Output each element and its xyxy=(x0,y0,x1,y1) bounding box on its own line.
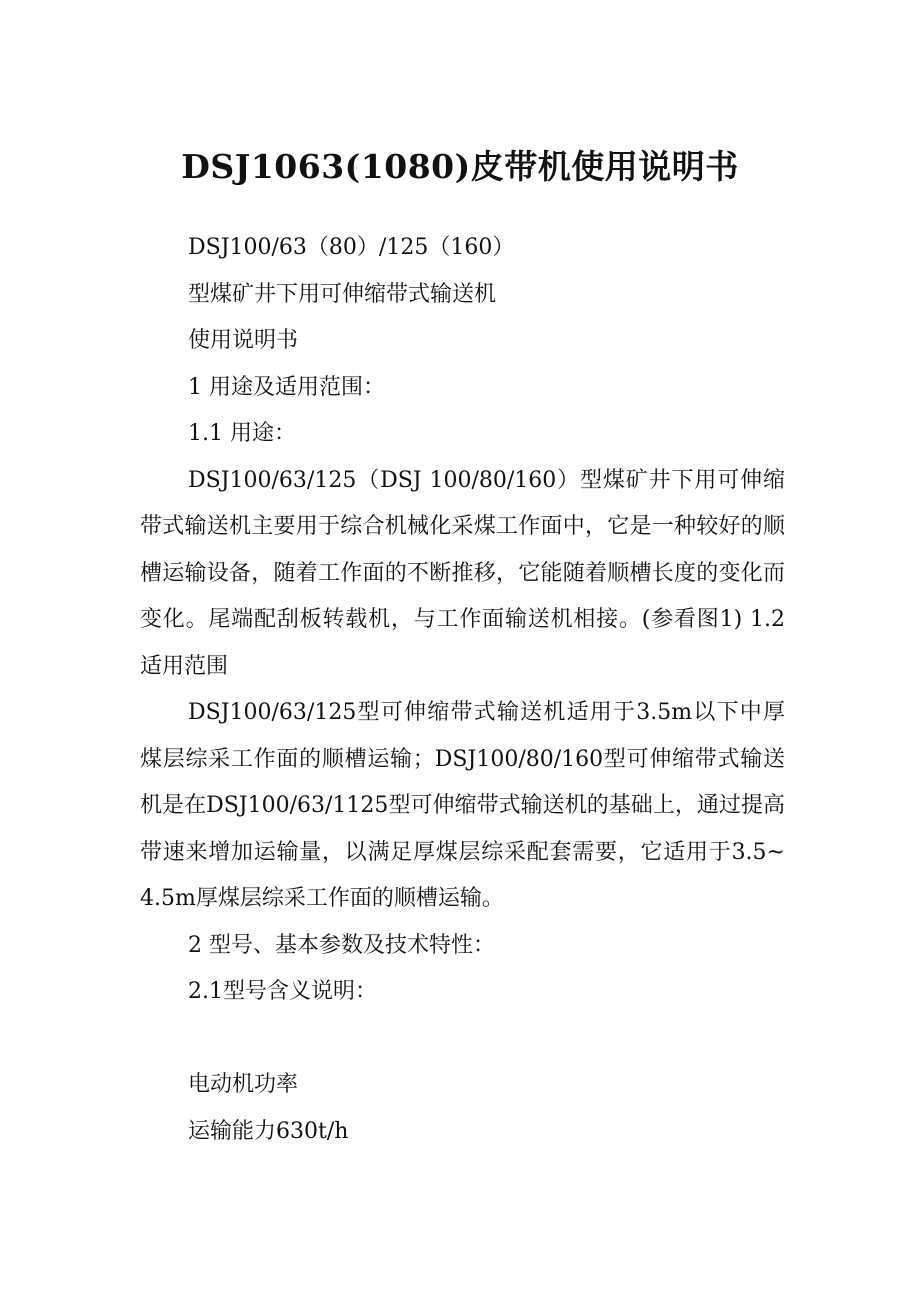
section-heading-1-1: 1.1 用途： xyxy=(188,421,296,446)
section-heading-2: 2 型号、基本参数及技术特性： xyxy=(188,932,495,958)
motor-power-line: 电动机功率 xyxy=(188,1072,299,1097)
section-heading-2-1: 2.1型号含义说明： xyxy=(188,979,377,1004)
paragraph-scope: DSJ100/63/125型可伸缩带式输送机适用于3.5m以下中厚煤层综采工作面的顺槽运输；DSJ100/80/160型可伸缩带式输送机是在DSJ100/63/1125型可伸缩带式输送机的基础上，通过提高带速来增加运输量，以满足厚煤层综采配套需要，它适用于3.5~4.5m厚煤层综采工作面的顺槽运输。 xyxy=(140,700,785,911)
document-body xyxy=(140,225,785,1155)
product-name-line: 型煤矿井下用可伸缩带式输送机 xyxy=(188,281,497,307)
capacity-line: 运输能力630t/h xyxy=(188,1118,349,1144)
manual-label-line: 使用说明书 xyxy=(188,328,299,353)
document-title: DSJ1063(1080)皮带机使用说明书 xyxy=(181,147,739,186)
paragraph-usage: DSJ100/63/125（DSJ 100/80/160）型煤矿井下用可伸缩带式输送机主要用于综合机械化采煤工作面中，它是一种较好的顺槽运输设备，随着工作面的不断推移，它能随着顺槽长度的变化而变化。尾端配刮板转载机，与工作面输送机相接。(参看图1) 1.2 适用范围 xyxy=(140,467,785,679)
section-heading-1: 1 用途及适用范围： xyxy=(188,374,385,400)
model-line: DSJ100/63（80）/125（160） xyxy=(188,235,515,260)
